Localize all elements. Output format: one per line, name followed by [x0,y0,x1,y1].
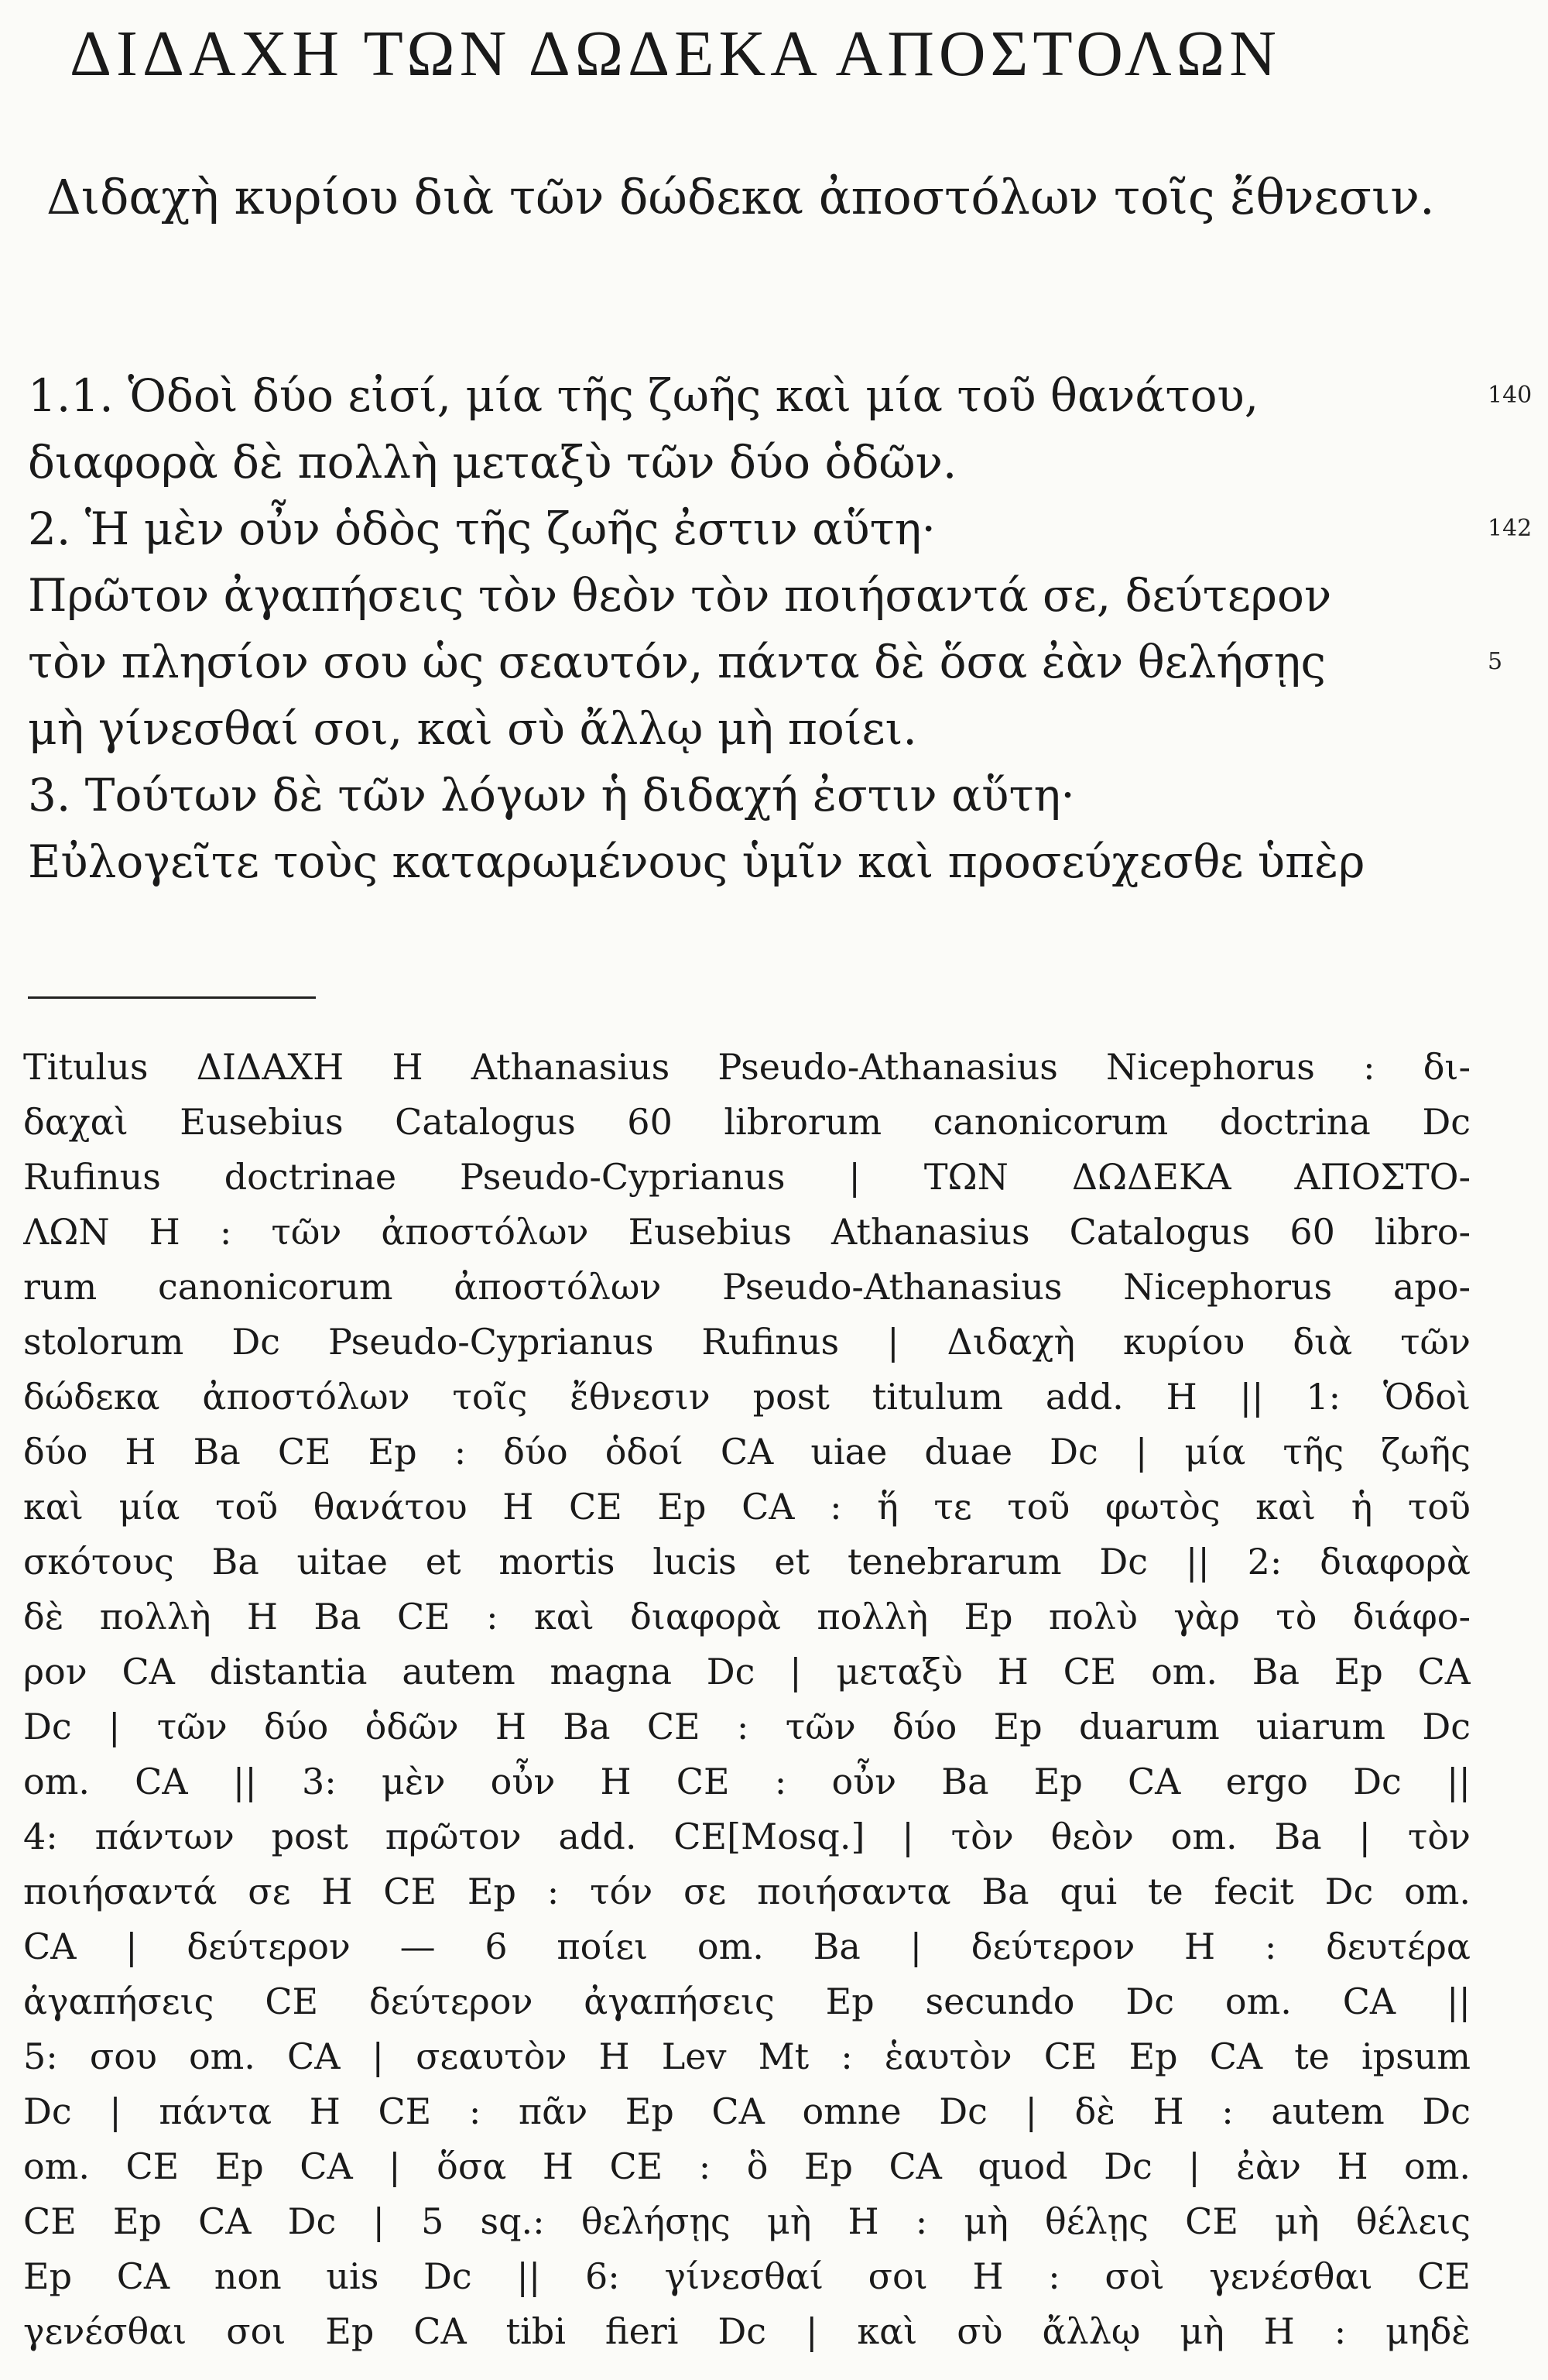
text-line [28,629,1491,695]
apparatus-line: σκότους Ba uitae et mortis lucis et tenebrarum Dc || 2: διαφορὰ [23,1541,1471,1583]
apparatus-line: om. CA || 3: μὲν οὖν H CE : οὖν Ba Ep CA ergo Dc || [23,1761,1471,1802]
apparatus-line: Dc | πάντα H CE : πᾶν Ep CA omne Dc | δὲ H : autem Dc [23,2090,1471,2132]
apparatus-line: ρον CA distantia autem magna Dc | μεταξὺ H CE om. Ba Ep CA [23,1651,1471,1692]
apparatus-line: CA | δεύτερον — 6 ποίει om. Ba | δεύτερον H : δευτέρα [23,1926,1471,1967]
text-line-content: μὴ γίνεσθαί σοι, καὶ σὺ ἄλλῳ μὴ ποίει. [28,702,917,755]
apparatus-line: Titulus ΔΙΔΑΧΗ H Athanasius Pseudo-Athanasius Nicephorus : δι- [23,1046,1471,1088]
text-line-content: 3. Τούτων δὲ τῶν λόγων ἡ διδαχή ἐστιν αὕτη· [28,769,1075,821]
apparatus-line: 4: πάντων post πρῶτον add. CE[Mosq.] | τὸν θεὸν om. Ba | τὸν [23,1816,1471,1857]
text-line [28,429,1491,496]
text-line [28,828,1491,895]
margin-line-number: 5 [1488,648,1503,675]
apparatus-line: καὶ μία τοῦ θανάτου H CE Ep CA : ἥ τε τοῦ φωτὸς καὶ ἡ τοῦ [23,1486,1471,1528]
apparatus-line: ποιήσαντά σε H CE Ep : τόν σε ποιήσαντα Ba qui te fecit Dc om. [23,1871,1471,1912]
text-line [28,496,1491,562]
document-title: ΔΙΔΑΧΗ ΤΩΝ ΔΩΔΕΚΑ ΑΠΟΣΤΟΛΩΝ [70,18,1281,90]
apparatus-line: δώδεκα ἀποστόλων τοῖς ἔθνεσιν post titulum add. H || 1: Ὁδοὶ [23,1376,1471,1418]
apparatus-line: δύο H Ba CE Ep : δύο ὁδοί CA uiae duae Dc | μία τῆς ζωῆς [23,1431,1471,1473]
text-line [28,562,1491,629]
apparatus-line: δὲ πολλὴ H Ba CE : καὶ διαφορὰ πολλὴ Ep πολὺ γὰρ τὸ διάφο- [23,1596,1471,1638]
apparatus-line: om. CE Ep CA | ὅσα H CE : ὃ Ep CA quod Dc | ἐὰν H om. [23,2145,1471,2187]
apparatus-line: 5: σου om. CA | σεαυτὸν H Lev Mt : ἑαυτὸν CE Ep CA te ipsum [23,2035,1471,2077]
document-subtitle: Διδαχὴ κυρίου διὰ τῶν δώδεκα ἀποστόλων τοῖς ἔθνεσιν. [46,169,1435,225]
text-line-content: διαφορὰ δὲ πολλὴ μεταξὺ τῶν δύο ὁδῶν. [28,436,957,489]
critical-apparatus [23,1040,1471,2359]
apparatus-line: γενέσθαι σοι Ep CA tibi fieri Dc | καὶ σὺ ἄλλῳ μὴ H : μηδὲ [23,2310,1471,2352]
apparatus-line: Dc | τῶν δύο ὁδῶν H Ba CE : τῶν δύο Ep duarum uiarum Dc [23,1706,1471,1747]
apparatus-line: rum canonicorum ἀποστόλων Pseudo-Athanasius Nicephorus apo- [23,1266,1471,1308]
text-line [28,362,1491,429]
apparatus-line: ἀγαπήσεις CE δεύτερον ἀγαπήσεις Ep secundo Dc om. CA || [23,1980,1471,2022]
text-line-content: 1.1. Ὁδοὶ δύο εἰσί, μία τῆς ζωῆς καὶ μία τοῦ θανάτου, [28,369,1259,422]
footnote-divider [28,996,316,999]
text-line-content: Πρῶτον ἀγαπήσεις τὸν θεὸν τὸν ποιήσαντά σε, δεύτερον [28,569,1332,622]
text-line [28,695,1491,762]
apparatus-line: CE Ep CA Dc | 5 sq.: θελήσῃς μὴ H : μὴ θέλῃς CE μὴ θέλεις [23,2200,1471,2242]
apparatus-line: stolorum Dc Pseudo-Cyprianus Rufinus | Διδαχὴ κυρίου διὰ τῶν [23,1321,1471,1363]
text-line-content: Εὐλογεῖτε τοὺς καταρωμένους ὑμῖν καὶ προσεύχεσθε ὑπὲρ [28,835,1365,888]
text-line-content: 2. Ἡ μὲν οὖν ὁδὸς τῆς ζωῆς ἐστιν αὕτη· [28,502,936,555]
apparatus-line: ΛΩΝ H : τῶν ἀποστόλων Eusebius Athanasius Catalogus 60 libro- [23,1211,1471,1253]
text-line-content: τὸν πλησίον σου ὡς σεαυτόν, πάντα δὲ ὅσα ἐὰν θελήσῃς [28,636,1327,688]
margin-line-number: 142 [1488,515,1533,542]
margin-line-number: 140 [1488,382,1533,409]
apparatus-line: Rufinus doctrinae Pseudo-Cyprianus | ΤΩΝ ΔΩΔΕΚΑ ΑΠΟΣΤΟ- [23,1156,1471,1198]
apparatus-line: δαχαὶ Eusebius Catalogus 60 librorum canonicorum doctrina Dc [23,1101,1471,1143]
text-line [28,762,1491,828]
main-text [28,362,1491,895]
apparatus-line: Ep CA non uis Dc || 6: γίνεσθαί σοι H : σοὶ γενέσθαι CE [23,2255,1471,2297]
